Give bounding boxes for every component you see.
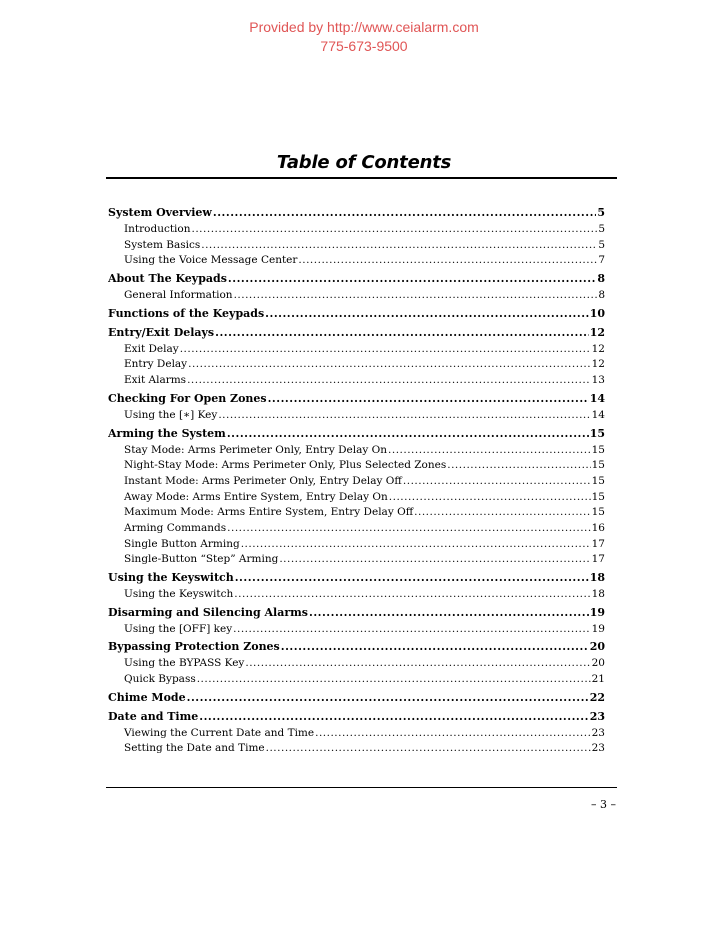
toc-entry-page: 12 <box>589 325 605 339</box>
toc-section[interactable] <box>108 638 605 656</box>
toc-entry-label: Night-Stay Mode: Arms Perimeter Only, Plus Selected Zones <box>124 459 447 472</box>
toc-entry-page: 15 <box>591 506 605 519</box>
toc-subsection[interactable] <box>108 342 605 358</box>
toc-dot-leader <box>241 537 591 553</box>
toc-subsection[interactable] <box>108 741 605 757</box>
toc-subsection[interactable] <box>108 222 605 238</box>
toc-entry-page: 20 <box>591 657 605 670</box>
toc-entry-label: Entry Delay <box>124 358 188 371</box>
toc-entry-label: Using the [∗] Key <box>124 408 218 421</box>
toc-entry-page: 17 <box>591 553 605 566</box>
toc-dot-leader <box>279 552 590 568</box>
toc-dot-leader <box>266 741 591 757</box>
toc-subsection[interactable] <box>108 288 605 304</box>
toc-entry-label: Disarming and Silencing Alarms <box>108 605 308 619</box>
toc-subsection[interactable] <box>108 474 605 490</box>
toc-dot-leader <box>268 390 589 408</box>
toc-entry-label: Stay Mode: Arms Perimeter Only, Entry Delay On <box>124 443 388 456</box>
toc-dot-leader <box>234 587 590 603</box>
toc-dot-leader <box>245 656 590 672</box>
toc-entry-label: Functions of the Keypads <box>108 306 265 320</box>
toc-entry-page: 15 <box>591 474 605 487</box>
toc-entry-label: Using the [OFF] key <box>124 622 233 635</box>
toc-subsection[interactable] <box>108 373 605 389</box>
toc-entry-page: 15 <box>591 443 605 456</box>
toc-dot-leader <box>215 324 589 342</box>
toc-dot-leader <box>414 505 590 521</box>
toc-entry-label: About The Keypads <box>108 272 227 286</box>
toc-entry-page: 20 <box>589 640 605 654</box>
toc-entry-page: 19 <box>589 605 605 619</box>
toc-entry-label: Arming the System <box>108 426 226 440</box>
toc-subsection[interactable] <box>108 443 605 459</box>
toc-entry-label: System Overview <box>108 206 212 219</box>
toc-section[interactable] <box>108 569 605 587</box>
toc-entry-page: 14 <box>589 391 605 405</box>
toc-dot-leader <box>187 373 591 389</box>
toc-entry-label: Using the Keyswitch <box>108 571 234 584</box>
toc-section[interactable] <box>108 305 605 323</box>
toc-entry-page: 12 <box>591 358 605 371</box>
toc-entry-label: Arming Commands <box>124 521 227 534</box>
toc-dot-leader <box>199 708 588 726</box>
toc-entry-label: Checking For Open Zones <box>108 391 267 405</box>
toc-entry-page: 15 <box>589 426 605 440</box>
toc-subsection[interactable] <box>108 587 605 603</box>
toc-entry-label: General Information <box>124 289 233 302</box>
toc-dot-leader <box>201 238 597 254</box>
toc-entry-label: Introduction <box>124 223 191 235</box>
toc-entry-page: 10 <box>589 306 605 320</box>
toc-subsection[interactable] <box>108 521 605 537</box>
toc-entry-page: 8 <box>598 289 605 302</box>
toc-entry-label: Chime Mode <box>108 690 186 704</box>
toc-entry-page: 12 <box>591 342 605 355</box>
toc-dot-leader <box>213 204 596 222</box>
toc-dot-leader <box>265 305 589 323</box>
toc-entry-page: 13 <box>591 374 605 387</box>
toc-section[interactable] <box>108 604 605 622</box>
toc-dot-leader <box>403 474 591 490</box>
toc-entry-label: Entry/Exit Delays <box>108 325 215 339</box>
toc-subsection[interactable] <box>108 238 605 254</box>
toc-subsection[interactable] <box>108 505 605 521</box>
toc-entry-label: Exit Delay <box>124 342 179 355</box>
toc-subsection[interactable] <box>108 537 605 553</box>
toc-subsection[interactable] <box>108 408 605 424</box>
watermark-phone: 775-673-9500 <box>320 38 408 54</box>
toc-entry-label: Single-Button “Step” Arming <box>124 553 279 566</box>
toc-dot-leader <box>315 726 591 742</box>
toc-section[interactable] <box>108 425 605 443</box>
toc-entry-page: 5 <box>598 223 605 235</box>
toc-entry-page: 19 <box>591 622 605 635</box>
toc-dot-leader <box>298 253 597 269</box>
toc-section[interactable] <box>108 708 605 726</box>
toc-entry-page: 5 <box>598 238 605 251</box>
toc-dot-leader <box>188 357 591 373</box>
toc-dot-leader <box>197 672 591 688</box>
toc-dot-leader <box>227 425 589 443</box>
toc-dot-leader <box>235 569 589 587</box>
toc-entry-page: 23 <box>591 742 605 755</box>
toc-section[interactable] <box>108 390 605 408</box>
toc-section[interactable] <box>108 270 605 288</box>
toc-subsection[interactable] <box>108 458 605 474</box>
toc-entry-label: Instant Mode: Arms Perimeter Only, Entry Delay Off <box>124 474 402 487</box>
toc-subsection[interactable] <box>108 672 605 688</box>
toc-section[interactable] <box>108 324 605 342</box>
toc-entry-label: Bypassing Protection Zones <box>108 640 280 654</box>
toc-entry-page: 18 <box>591 588 605 600</box>
toc-entry-label: Maximum Mode: Arms Entire System, Entry Delay Off <box>124 506 414 519</box>
toc-section[interactable] <box>108 204 605 222</box>
toc-entry-page: 23 <box>591 726 605 739</box>
toc-entry-page: 21 <box>591 673 605 686</box>
toc-dot-leader <box>388 443 591 459</box>
toc-entry-page: 18 <box>589 571 605 584</box>
toc-dot-leader <box>227 521 590 537</box>
toc-dot-leader <box>233 622 590 638</box>
toc-entry-page: 8 <box>597 272 605 286</box>
toc-entry-label: Viewing the Current Date and Time <box>124 726 315 739</box>
toc-entry-page: 14 <box>591 408 605 421</box>
toc-entry-label: Date and Time <box>108 709 199 723</box>
toc-entry-label: Single Button Arming <box>124 537 240 550</box>
toc-dot-leader <box>180 342 591 358</box>
toc-entry-label: Quick Bypass <box>124 673 196 686</box>
table-of-contents <box>108 204 605 757</box>
toc-entry-label: Using the Voice Message Center <box>124 254 298 267</box>
toc-entry-page: 5 <box>597 206 605 219</box>
toc-subsection[interactable] <box>108 357 605 373</box>
toc-dot-leader <box>389 490 591 506</box>
footer-divider <box>106 787 617 788</box>
toc-subsection[interactable] <box>108 490 605 506</box>
toc-entry-page: 16 <box>591 521 605 534</box>
toc-subsection[interactable] <box>108 253 605 269</box>
toc-entry-page: 15 <box>591 490 605 503</box>
toc-dot-leader <box>447 458 590 474</box>
toc-entry-label: Using the BYPASS Key <box>124 657 245 670</box>
page-number: – 3 – <box>591 798 616 811</box>
toc-subsection[interactable] <box>108 656 605 672</box>
toc-entry-page: 15 <box>591 459 605 472</box>
title-divider <box>106 177 617 179</box>
toc-subsection[interactable] <box>108 726 605 742</box>
toc-entry-label: Away Mode: Arms Entire System, Entry Delay On <box>124 490 388 503</box>
toc-dot-leader <box>309 604 589 622</box>
page-title: Table of Contents <box>276 152 452 173</box>
toc-entry-label: Exit Alarms <box>124 374 187 387</box>
toc-entry-page: 7 <box>598 254 605 267</box>
toc-dot-leader <box>218 408 590 424</box>
watermark-url: Provided by http://www.ceialarm.com <box>249 19 479 35</box>
toc-dot-leader <box>228 270 596 288</box>
toc-entry-label: System Basics <box>124 238 201 251</box>
toc-subsection[interactable] <box>108 552 605 568</box>
toc-entry-label: Using the Keyswitch <box>124 588 234 600</box>
toc-entry-page: 17 <box>591 537 605 550</box>
toc-entry-page: 22 <box>589 690 605 704</box>
toc-entry-page: 23 <box>589 709 605 723</box>
toc-dot-leader <box>187 689 589 707</box>
toc-dot-leader <box>192 222 598 238</box>
toc-dot-leader <box>234 288 598 304</box>
toc-entry-label: Setting the Date and Time <box>124 742 265 755</box>
toc-section[interactable] <box>108 689 605 707</box>
toc-subsection[interactable] <box>108 622 605 638</box>
toc-dot-leader <box>281 638 589 656</box>
